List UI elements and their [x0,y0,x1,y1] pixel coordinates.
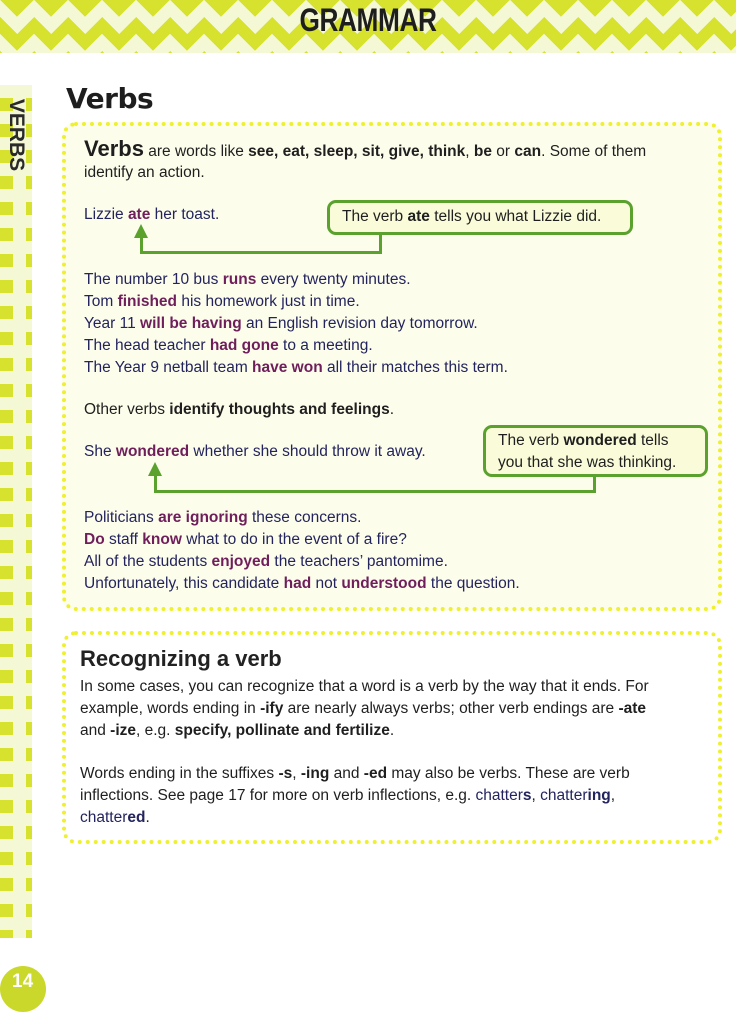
example-stem: chatter [540,787,588,804]
text: tells you what Lizzie did. [429,208,602,225]
verb-highlight: finished [117,293,178,310]
arrow-up-icon [134,224,148,238]
text: , [531,787,541,804]
text: Year 11 [84,315,141,332]
callout-line-1 [498,430,693,452]
verb-highlight: wondered [115,443,190,460]
sidebar-label [0,100,34,170]
verb-highlight: are ignoring [158,509,248,526]
text: She [84,443,116,460]
page-number: 14 [12,971,34,992]
text: . Some of them [541,143,647,160]
examples: specify, pollinate and fertilize [174,722,390,739]
verb-highlight: had [283,575,312,592]
text: The verb [498,432,564,449]
arrow-connector [154,490,596,493]
text: Lizzie [84,206,128,223]
verb-highlight: ate [127,206,151,223]
text: The number 10 bus [84,271,223,288]
text: example, words ending in [80,700,261,717]
verb-highlight: Do [84,531,105,548]
intro-line-2: identify an action. [84,164,205,181]
paragraph-1-line-2 [80,698,646,720]
suffix: -ed [363,765,388,782]
text: are nearly always verbs; other verb endings are [283,700,619,717]
text: to a meeting. [278,337,373,354]
suffix: -ate [618,700,647,717]
text: what to do in the event of a fire? [181,531,407,548]
sidebar-label-text: VERBS [5,98,28,172]
text: All of the students [84,553,212,570]
text: may also be verbs. These are verb [387,765,630,782]
callout-ate [327,200,633,235]
list-item [84,313,478,335]
list-item [84,269,411,291]
paragraph-2-line-1 [80,763,630,785]
text: , e.g. [136,722,175,739]
paragraph-2-line-3 [80,807,150,829]
page-title: Verbs [66,82,154,115]
text: these concerns. [247,509,362,526]
verb-highlight: know [142,531,182,548]
text: the teachers’ pantomime. [270,553,448,570]
section-header-title: GRAMMAR [299,2,437,38]
callout-wondered [483,425,708,477]
header-band [0,0,736,53]
text: Other verbs [84,401,170,418]
verb-highlight: enjoyed [211,553,271,570]
arrow-connector [140,251,382,254]
example-sentence-wondered [84,441,426,463]
paragraph-1-line-3 [80,720,394,742]
text: , [292,765,301,782]
callout-line-2: you that she was thinking. [498,454,677,471]
example-word: be [473,143,492,160]
text: all their matches this term. [322,359,508,376]
text: The verb [342,208,408,225]
suffix: -ing [300,765,330,782]
text: an English revision day tomorrow. [241,315,478,332]
verb: ate [407,208,430,225]
emphasis: identify thoughts and feelings [169,401,390,418]
list-item [84,357,508,379]
verb-highlight: will be having [140,315,242,332]
example-stem: chatter [475,787,523,804]
text: whether she should throw it away. [189,443,426,460]
suffix: -s [278,765,293,782]
text: inflections. See page 17 for more on verb inflections, e.g. [80,787,476,804]
paragraph-2-line-2 [80,785,615,807]
sidebar-strip [0,85,32,938]
text: The Year 9 netball team [84,359,253,376]
text: The head teacher [84,337,210,354]
example-sentence-ate [84,204,219,226]
example-suffix: ed [127,809,146,826]
arrow-up-icon [148,462,162,476]
text: and [329,765,364,782]
example-stem: chatter [80,809,128,826]
lead-word: Verbs [84,136,144,161]
verb-highlight: runs [222,271,257,288]
text: , [610,787,616,804]
suffix: -ify [260,700,284,717]
text: . [389,722,395,739]
text: not [311,575,342,592]
list-item [84,573,520,595]
paragraph-1-line-1: In some cases, you can recognize that a word is a verb by the way that it ends. For [80,678,649,695]
page-number-badge [0,966,46,1012]
text: every twenty minutes. [256,271,411,288]
text: . [389,401,395,418]
arrow-shaft [140,236,143,254]
list-item [84,335,373,357]
text: . [145,809,150,826]
list-item [84,507,361,529]
text: Politicians [84,509,159,526]
verb-highlight: had gone [209,337,279,354]
text: are words like [143,143,249,160]
text: her toast. [150,206,220,223]
example-word: can [514,143,542,160]
verb-highlight: have won [252,359,323,376]
text: , [465,143,474,160]
verb-highlight: understood [341,575,427,592]
verb: wondered [563,432,637,449]
other-verbs-line [84,399,394,421]
text: the question. [426,575,520,592]
text: his homework just in time. [177,293,360,310]
example-words: see, eat, sleep, sit, give, think [248,143,466,160]
example-suffix: ing [587,787,611,804]
text: Tom [84,293,118,310]
example-suffix: s [522,787,532,804]
list-item [84,529,407,551]
text: and [80,722,111,739]
intro-line-1 [84,138,646,163]
text: Unfortunately, this candidate [84,575,284,592]
arrow-shaft [154,474,157,493]
list-item [84,291,360,313]
section-heading: Recognizing a verb [80,646,282,671]
text: or [491,143,515,160]
suffix: -ize [110,722,137,739]
list-item [84,551,448,573]
text: staff [104,531,143,548]
text: tells [636,432,669,449]
text: Words ending in the suffixes [80,765,279,782]
